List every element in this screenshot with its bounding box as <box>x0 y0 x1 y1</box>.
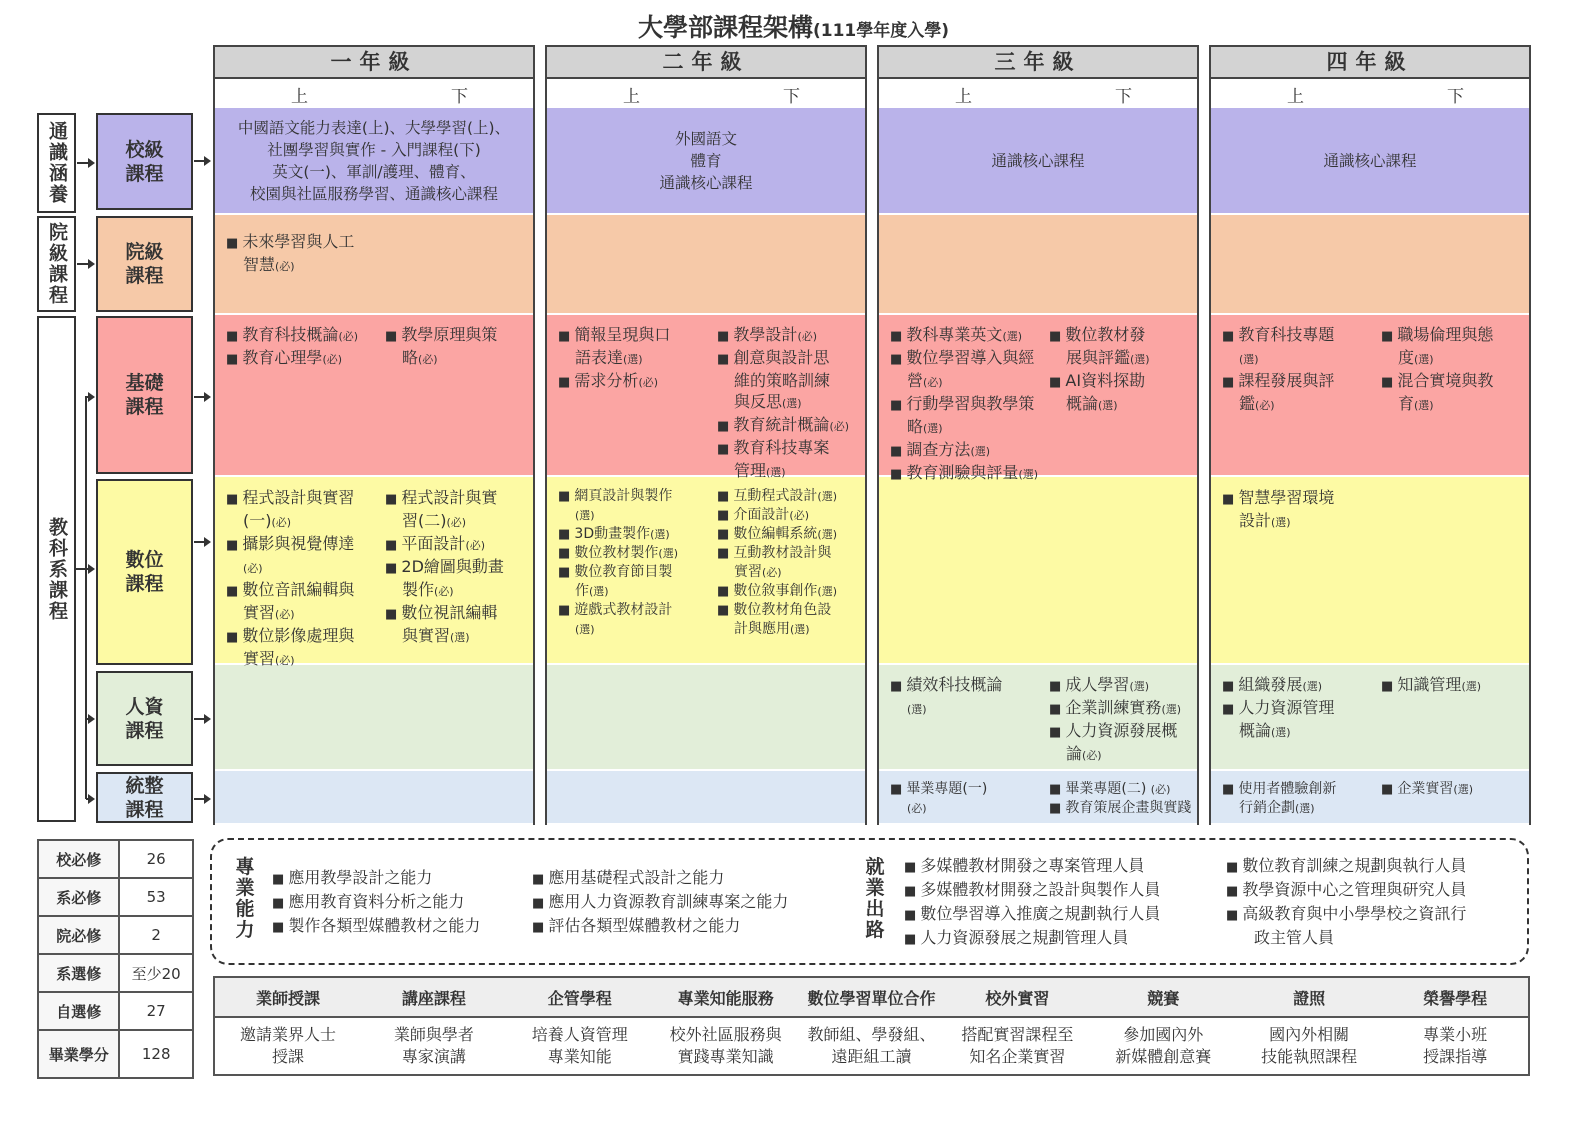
course-name: 教育統計概論 <box>733 415 830 434</box>
course-name: 簡報呈現與口 語表達 <box>574 325 671 367</box>
course-item <box>226 487 386 533</box>
course-item <box>1049 799 1195 818</box>
extra-header: 企管學程 <box>547 988 612 1008</box>
credit-label: 院必修 <box>38 916 119 954</box>
course-item <box>1049 370 1195 416</box>
course-list <box>558 324 718 393</box>
category-integrate: 統整 課程 <box>96 772 193 823</box>
careers-col2 <box>1226 855 1466 949</box>
course-item <box>226 231 386 277</box>
course-tag: (選) <box>623 353 643 366</box>
course-name: 畢業專題(一) <box>906 781 988 797</box>
course-tag: (選) <box>1161 703 1182 716</box>
credits-table <box>37 839 194 1079</box>
course-item <box>1381 674 1527 697</box>
course-item <box>1222 674 1382 697</box>
course-name: 教科專業英文 <box>906 325 1003 344</box>
course-name: 人力資源發展概 論 <box>1065 721 1178 763</box>
course-item <box>558 324 718 370</box>
arrow-connector <box>86 718 93 720</box>
extra-body-row <box>215 1018 1528 1074</box>
course-list <box>385 487 531 648</box>
course-tag: (必) <box>271 516 292 529</box>
course-tag: (必) <box>1150 783 1171 796</box>
year-header: 四年級 <box>1211 47 1529 79</box>
credit-label: 系必修 <box>38 878 119 916</box>
course-item <box>558 563 718 601</box>
outcome-item: ■ 應用教育資料分析之能力 <box>272 891 480 915</box>
course-tag: (選) <box>1295 802 1315 815</box>
course-tag: (必) <box>1082 749 1102 762</box>
arrow-connector <box>194 718 209 720</box>
arrow-connector <box>77 162 93 164</box>
title-sub: (111學年度入學) <box>812 21 950 41</box>
course-name: 調查方法 <box>906 440 971 459</box>
year-header: 二年級 <box>547 47 865 79</box>
course-tag: (必) <box>638 376 659 389</box>
course-name: 教育心理學 <box>242 348 323 367</box>
course-item <box>558 601 718 639</box>
outcome-item: ■ 數位學習導入推廣之規劃執行人員 <box>904 903 1160 927</box>
credit-row <box>38 992 193 1030</box>
course-tag: (選) <box>1129 680 1150 693</box>
course-tag: (必) <box>907 802 927 815</box>
course-item <box>1049 780 1195 799</box>
course-item <box>558 487 718 525</box>
course-item <box>1049 324 1195 370</box>
course-tag: (選) <box>790 623 810 636</box>
course-list <box>1049 324 1195 416</box>
course-name: 使用者體驗創新 行銷企劃 <box>1238 781 1337 816</box>
course-item <box>717 437 863 483</box>
course-name: 知識管理 <box>1397 675 1462 694</box>
course-tag: (選) <box>1271 516 1291 529</box>
extra-header: 講座課程 <box>401 988 466 1008</box>
course-list <box>1381 674 1527 697</box>
arrow-connector <box>77 263 93 265</box>
course-item <box>226 533 386 579</box>
course-item <box>717 414 863 437</box>
extra-header: 榮譽學程 <box>1423 988 1488 1008</box>
course-name: 遊戲式教材設計 <box>574 602 673 618</box>
extra-header: 業師授課 <box>255 988 320 1008</box>
course-name: 數位學習導入與經 營 <box>906 348 1035 390</box>
course-list <box>226 324 386 370</box>
course-tag: (選) <box>589 585 609 598</box>
credit-row <box>38 916 193 954</box>
course-name: 數位教材角色設 計與應用 <box>733 602 832 637</box>
course-name: 教學設計 <box>733 325 798 344</box>
course-item <box>1049 720 1195 766</box>
course-name: 數位敘事創作 <box>733 583 818 599</box>
outcome-item: ■ 數位教育訓練之規劃與執行人員 <box>1226 855 1466 879</box>
arrow-connector <box>194 160 209 162</box>
outcome-item: ■ 教學資源中心之管理與研究人員 <box>1226 879 1466 903</box>
course-item <box>890 393 1066 439</box>
course-item <box>385 602 531 648</box>
semester-label: 下 <box>1447 87 1464 107</box>
semester-row <box>547 79 865 108</box>
arrow-connector <box>86 568 93 570</box>
credit-row <box>38 954 193 992</box>
course-item <box>890 780 1066 818</box>
course-tag: (必) <box>243 562 263 575</box>
category-college: 院級 課程 <box>96 216 193 312</box>
course-item <box>890 324 1066 347</box>
credit-value: 26 <box>119 840 193 878</box>
course-name: 智慧學習環境 設計 <box>1238 488 1335 530</box>
course-list <box>558 487 718 639</box>
band-college <box>879 215 1197 315</box>
course-tag: (選) <box>1098 399 1118 412</box>
course-item <box>1222 324 1382 370</box>
course-name: 未來學習與人工 智慧 <box>242 232 355 274</box>
course-name: 數位教材製作 <box>574 545 659 561</box>
year-header: 一年級 <box>215 47 533 79</box>
credit-value: 53 <box>119 878 193 916</box>
band-school: 通識核心課程 <box>879 108 1197 215</box>
group-dept: 教科系課程 <box>37 316 76 822</box>
abilities-col2 <box>532 867 788 939</box>
course-list <box>385 324 531 370</box>
course-item <box>890 674 1066 720</box>
course-item <box>558 370 718 393</box>
course-name: 攝影與視覺傳達 <box>242 534 355 553</box>
credit-label: 畢業學分 <box>38 1030 119 1078</box>
course-item <box>226 625 386 671</box>
course-tag: (必) <box>789 509 810 522</box>
course-name: 教育科技專案 管理 <box>733 438 830 480</box>
course-name: 教學原理與策 略 <box>401 325 498 367</box>
credit-row <box>38 878 193 916</box>
course-tag: (必) <box>418 353 438 366</box>
band-integrate <box>547 771 865 825</box>
credit-label: 系選修 <box>38 954 119 992</box>
band-hr <box>547 665 865 771</box>
extra-header: 數位學習單位合作 <box>807 988 936 1008</box>
course-item <box>1222 370 1382 416</box>
extra-desc: 校外社區服務與 實踐專業知識 <box>669 1025 782 1066</box>
extra-programs <box>213 976 1530 1076</box>
band-school: 外國語文 體育 通識核心課程 <box>547 108 865 215</box>
course-name: 程式設計與實習 (一) <box>242 488 355 530</box>
careers-label: 就業出路 <box>865 856 885 941</box>
semester-label: 上 <box>623 87 640 107</box>
extra-desc: 邀請業界人士 授課 <box>239 1025 336 1066</box>
course-item <box>1381 324 1527 370</box>
extra-header: 競賽 <box>1147 988 1180 1008</box>
course-name: 網頁設計與製作 <box>574 488 673 504</box>
semester-label: 上 <box>291 87 308 107</box>
semester-label: 下 <box>783 87 800 107</box>
course-name: 數位視訊編輯 與實習 <box>401 603 498 645</box>
band-digital <box>879 477 1197 665</box>
course-tag: (必) <box>797 330 818 343</box>
course-list <box>1381 780 1527 799</box>
course-list <box>226 231 386 277</box>
course-tag: (選) <box>782 397 802 410</box>
course-name: 創意與設計思 維的策略訓練 與反思 <box>733 348 831 411</box>
course-tag: (必) <box>446 516 467 529</box>
semester-row <box>1211 79 1529 108</box>
course-tag: (選) <box>970 445 991 458</box>
course-name: 數位影像處理與 實習 <box>242 626 355 668</box>
course-tag: (選) <box>817 585 838 598</box>
credit-label: 自選修 <box>38 992 119 1030</box>
course-name: 數位教育節目製 作 <box>574 564 673 599</box>
course-tag: (選) <box>1414 353 1434 366</box>
course-list <box>890 324 1066 485</box>
outcome-item: ■ 製作各類型媒體教材之能力 <box>272 915 480 939</box>
category-basic: 基礎 課程 <box>96 316 193 474</box>
course-name: 3D動畫製作 <box>574 526 651 542</box>
course-name: AI資料探勘 概論 <box>1065 371 1146 413</box>
extra-header: 專業知能服務 <box>677 988 774 1008</box>
course-tag: (必) <box>762 566 782 579</box>
extra-desc: 教師組、學發組、 遠距組工讀 <box>807 1025 936 1066</box>
course-name: 人力資源管理 概論 <box>1238 698 1335 740</box>
course-item <box>1381 780 1527 799</box>
course-tag: (必) <box>275 608 295 621</box>
semester-row <box>215 79 533 108</box>
course-name: 成人學習 <box>1065 675 1130 694</box>
course-tag: (必) <box>275 654 295 667</box>
abilities-label: 專業能力 <box>235 856 255 941</box>
course-item <box>717 506 863 525</box>
course-name: 教育科技專題 <box>1238 325 1335 344</box>
course-item <box>1222 780 1382 818</box>
category-digital: 數位 課程 <box>96 479 193 665</box>
semester-row <box>879 79 1197 108</box>
course-list <box>717 324 863 483</box>
course-name: 畢業專題(二) <box>1065 781 1151 797</box>
extra-desc: 搭配實習課程至 知名企業實習 <box>961 1025 1074 1066</box>
course-tag: (選) <box>817 490 838 503</box>
arrow-connector <box>86 396 93 398</box>
course-tag: (選) <box>658 547 679 560</box>
course-item <box>717 324 863 347</box>
course-tag: (選) <box>766 466 786 479</box>
course-item <box>226 347 386 370</box>
outcome-item: ■ 高級教育與中小學學校之資訊行 政主管人員 <box>1226 903 1466 949</box>
semester-label: 下 <box>1115 87 1132 107</box>
course-name: 行動學習與教學策 略 <box>906 394 1035 436</box>
course-tag: (必) <box>275 260 295 273</box>
arrow-connector <box>194 541 209 543</box>
course-tag: (選) <box>817 528 838 541</box>
course-tag: (選) <box>1453 783 1474 796</box>
band-hr <box>215 665 533 771</box>
course-list <box>1049 780 1195 818</box>
course-name: 教育科技概論 <box>242 325 339 344</box>
course-item <box>558 544 718 563</box>
semester-label: 下 <box>451 87 468 107</box>
extra-desc: 參加國內外 新媒體創意賽 <box>1115 1025 1212 1066</box>
outcome-item: ■ 應用基礎程式設計之能力 <box>532 867 788 891</box>
course-tag: (必) <box>465 539 486 552</box>
course-tag: (必) <box>338 330 359 343</box>
credit-value: 2 <box>119 916 193 954</box>
course-item <box>385 556 531 602</box>
course-item <box>717 601 863 639</box>
course-item <box>558 525 718 544</box>
extra-header: 校外實習 <box>985 988 1050 1008</box>
outcome-item: ■ 評估各類型媒體教材之能力 <box>532 915 788 939</box>
branch-line <box>85 396 87 799</box>
course-name: 課程發展與評 鑑 <box>1238 371 1335 413</box>
credit-label: 校必修 <box>38 840 119 878</box>
outcome-item: ■ 人力資源發展之規劃管理人員 <box>904 927 1160 951</box>
course-name: 互動教材設計與 實習 <box>733 545 832 580</box>
category-hr: 人資 課程 <box>96 671 193 766</box>
course-tag: (選) <box>575 623 595 636</box>
course-item <box>717 544 863 582</box>
course-name: 混合實境與教 育 <box>1397 371 1494 413</box>
course-item <box>717 487 863 506</box>
outcome-item: ■ 多媒體教材開發之設計與製作人員 <box>904 879 1160 903</box>
course-list <box>717 487 863 639</box>
course-item <box>717 582 863 601</box>
course-name: 績效科技概論 <box>906 675 1003 694</box>
extra-header: 證照 <box>1293 988 1326 1008</box>
course-item <box>385 324 531 370</box>
category-school: 校級 課程 <box>96 113 193 210</box>
course-item <box>717 347 863 414</box>
extra-desc: 國內外相關 技能執照課程 <box>1261 1025 1358 1066</box>
course-tag: (選) <box>1414 399 1434 412</box>
course-name: 數位編輯系統 <box>733 526 818 542</box>
course-item <box>717 525 863 544</box>
extra-desc: 培養人資管理 專業知能 <box>531 1025 628 1066</box>
course-name: 程式設計與實 習(二) <box>401 488 498 530</box>
course-item <box>1222 697 1382 743</box>
title-main: 大學部課程架構 <box>637 13 813 42</box>
band-school: 中國語文能力表達(上)、大學學習(上)、 社團學習與實作 - 入門課程(下) 英文(一)、軍訓/護理、體育、 校園與社區服務學習、通識核心課程 <box>215 108 533 215</box>
course-tag: (必) <box>829 420 850 433</box>
course-list <box>1381 324 1527 416</box>
credit-row <box>38 840 193 878</box>
careers-col1 <box>904 855 1160 951</box>
group-general: 通識涵養 <box>37 113 76 213</box>
course-name: 互動程式設計 <box>733 488 818 504</box>
outcome-item: ■ 應用人力資源教育訓練專案之能力 <box>532 891 788 915</box>
course-tag: (選) <box>907 703 927 716</box>
group-college: 院級課程 <box>37 216 76 312</box>
course-item <box>890 462 1066 485</box>
credit-value: 27 <box>119 992 193 1030</box>
course-item <box>1049 674 1195 697</box>
course-tag: (選) <box>1461 680 1482 693</box>
band-school: 通識核心課程 <box>1211 108 1529 215</box>
band-college <box>547 215 865 315</box>
outcome-item: ■ 應用教學設計之能力 <box>272 867 480 891</box>
course-name: 企業訓練實務 <box>1065 698 1162 717</box>
course-name: 介面設計 <box>733 507 790 523</box>
course-tag: (選) <box>575 509 595 522</box>
course-tag: (必) <box>1255 399 1275 412</box>
course-name: 教育策展企畫與實踐 <box>1065 800 1192 816</box>
extra-desc: 專業小班 授課指導 <box>1423 1025 1488 1066</box>
course-name: 數位教材發 展與評鑑 <box>1065 325 1146 367</box>
course-list <box>1222 674 1382 743</box>
arrow-connector <box>194 396 209 398</box>
course-item <box>1381 370 1527 416</box>
course-item <box>385 533 531 556</box>
course-name: 組織發展 <box>1238 675 1303 694</box>
course-name: 教育測驗與評量 <box>906 463 1019 482</box>
course-tag: (選) <box>1130 353 1150 366</box>
course-list <box>890 674 1066 720</box>
course-list <box>1049 674 1195 766</box>
band-college <box>1211 215 1529 315</box>
credit-value: 至少20 <box>119 954 193 992</box>
course-item <box>890 347 1066 393</box>
course-name: 需求分析 <box>574 371 639 390</box>
course-tag: (選) <box>650 528 670 541</box>
course-name: 平面設計 <box>401 534 466 553</box>
course-tag: (選) <box>1271 726 1291 739</box>
course-tag: (選) <box>1018 468 1039 481</box>
course-tag: (選) <box>1239 353 1259 366</box>
course-tag: (選) <box>1002 330 1023 343</box>
page-title <box>0 8 1587 44</box>
semester-label: 上 <box>1287 87 1304 107</box>
arrow-connector <box>86 798 93 800</box>
credit-value: 128 <box>119 1030 193 1078</box>
course-tag: (必) <box>434 585 454 598</box>
course-item <box>385 487 531 533</box>
year-column <box>213 45 535 825</box>
course-item <box>1049 697 1195 720</box>
course-item <box>1222 487 1382 533</box>
year-header: 三年級 <box>879 47 1197 79</box>
extra-desc: 業師與學者 專家演講 <box>393 1025 474 1066</box>
extra-header-row <box>215 978 1528 1018</box>
course-tag: (必) <box>923 376 943 389</box>
credit-row <box>38 1030 193 1078</box>
course-name: 職場倫理與態 度 <box>1397 325 1494 367</box>
course-tag: (必) <box>322 353 343 366</box>
band-integrate <box>215 771 533 825</box>
course-tag: (選) <box>923 422 943 435</box>
course-list <box>1222 487 1382 533</box>
semester-label: 上 <box>955 87 972 107</box>
course-name: 2D繪圖與動畫 製作 <box>401 557 504 599</box>
course-tag: (選) <box>1302 680 1323 693</box>
course-list <box>226 487 386 671</box>
course-name: 企業實習 <box>1397 781 1454 797</box>
outcome-item: ■ 多媒體教材開發之專案管理人員 <box>904 855 1160 879</box>
course-tag: (選) <box>450 631 470 644</box>
course-list <box>890 780 1066 818</box>
course-item <box>226 579 386 625</box>
course-item <box>890 439 1066 462</box>
abilities-col1 <box>272 867 480 939</box>
course-list <box>1222 780 1382 818</box>
course-item <box>226 324 386 347</box>
course-name: 數位音訊編輯與 實習 <box>242 580 355 622</box>
course-list <box>1222 324 1382 416</box>
arrow-connector <box>194 798 209 800</box>
